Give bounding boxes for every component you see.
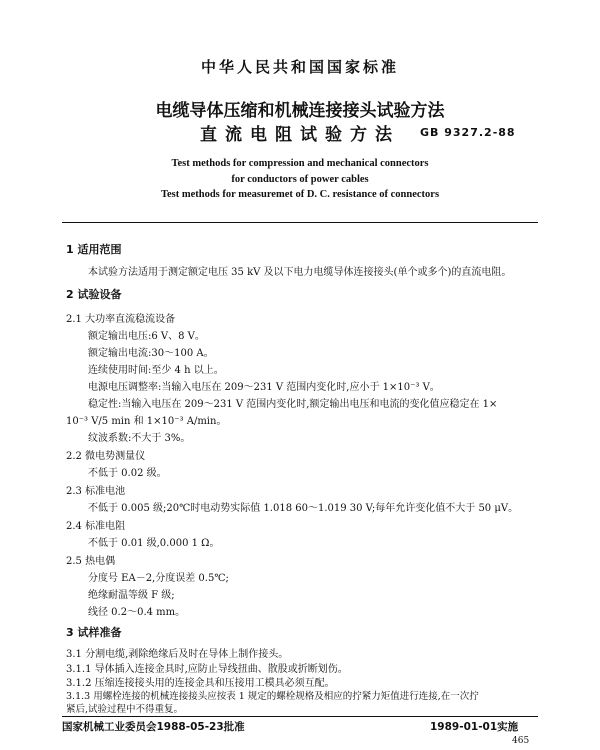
section-2-heading: 2 试验设备 [66,288,122,301]
clause-2-5-grade: 分度号 EA－2,分度误差 0.5℃; [88,573,229,584]
clause-3-1: 3.1 分割电缆,剥除绝缘后及时在导体上制作接头。 [66,649,289,660]
clause-2-1: 2.1 大功率直流稳流设备 [66,314,176,325]
clause-2-1-duration: 连续使用时间:至少 4 h 以上。 [88,365,224,376]
section-1-heading: 1 适用范围 [66,243,122,256]
clause-3-1-3-cont: 紧后,试验过程中不得重复。 [66,704,184,715]
clause-2-5: 2.5 热电偶 [66,556,116,567]
approval-date: 国家机械工业委员会1988-05-23批准 [62,721,245,733]
clause-3-1-1: 3.1.1 导体插入连接金具时,应防止导线扭曲、散股或折断划伤。 [66,664,348,675]
clause-2-3-text: 不低于 0.005 级;20℃时电动势实际值 1.018 60～1.019 30 V;每年允许变化值不大于 50 μV。 [88,503,519,514]
clause-2-1-current: 额定输出电流:30～100 A。 [88,348,214,359]
english-title-line-1: Test methods for compression and mechanical connectors [171,158,429,169]
clause-2-1-stability: 稳定性:当输入电压在 209～231 V 范围内变化时,额定输出电压和电流的变化值应稳定在 1× [88,399,498,410]
english-title-line-3: Test methods for measuremet of D. C. resistance of connectors [160,189,440,200]
clause-2-5-insulation: 绝缘耐温等级 F 级; [88,590,175,601]
clause-2-3: 2.3 标准电池 [66,486,126,497]
footer-rule [62,716,538,717]
section-3-heading: 3 试样准备 [66,626,122,639]
english-title-line-2: for conductors of power cables [231,174,369,185]
clause-2-1-ripple: 纹波系数:不大于 3%。 [88,433,191,444]
clause-2-1-regulation: 电源电压调整率:当输入电压在 209～231 V 范围内变化时,应小于 1×10⁻³ V。 [88,382,440,393]
title-line-2: 直流电阻试验方法 [200,125,400,145]
effective-date: 1989-01-01实施 [430,721,519,733]
national-standard-heading: 中华人民共和国国家标准 [200,58,399,76]
clause-2-1-voltage: 额定输出电压:6 V、8 V。 [88,331,205,342]
title-line-1: 电缆导体压缩和机械连接接头试验方法 [155,101,445,121]
clause-2-2: 2.2 微电势测量仪 [66,451,146,462]
standard-code: GB 9327.2-88 [420,126,516,139]
section-1-text: 本试验方法适用于测定额定电压 35 kV 及以下电力电缆导体连接接头(单个或多个)的直流电阻。 [88,267,512,278]
clause-2-2-text: 不低于 0.02 级。 [88,468,167,479]
clause-2-5-diameter: 线径 0.2～0.4 mm。 [88,607,186,618]
page-number: 465 [512,736,530,746]
clause-2-4: 2.4 标准电阻 [66,521,126,532]
header-rule [62,222,538,223]
clause-3-1-3: 3.1.3 用螺栓连接的机械连接接头应按表 1 规定的螺栓规格及相应的拧紧力矩值进行连接,在一次拧 [66,691,479,702]
clause-3-1-2: 3.1.2 压缩连接接头用的连接金具和压接用工模具必须互配。 [66,678,335,689]
clause-2-1-stability-cont: 10⁻³ V/5 min 和 1×10⁻³ A/min。 [66,416,227,427]
clause-2-4-text: 不低于 0.01 级,0.000 1 Ω。 [88,538,220,549]
